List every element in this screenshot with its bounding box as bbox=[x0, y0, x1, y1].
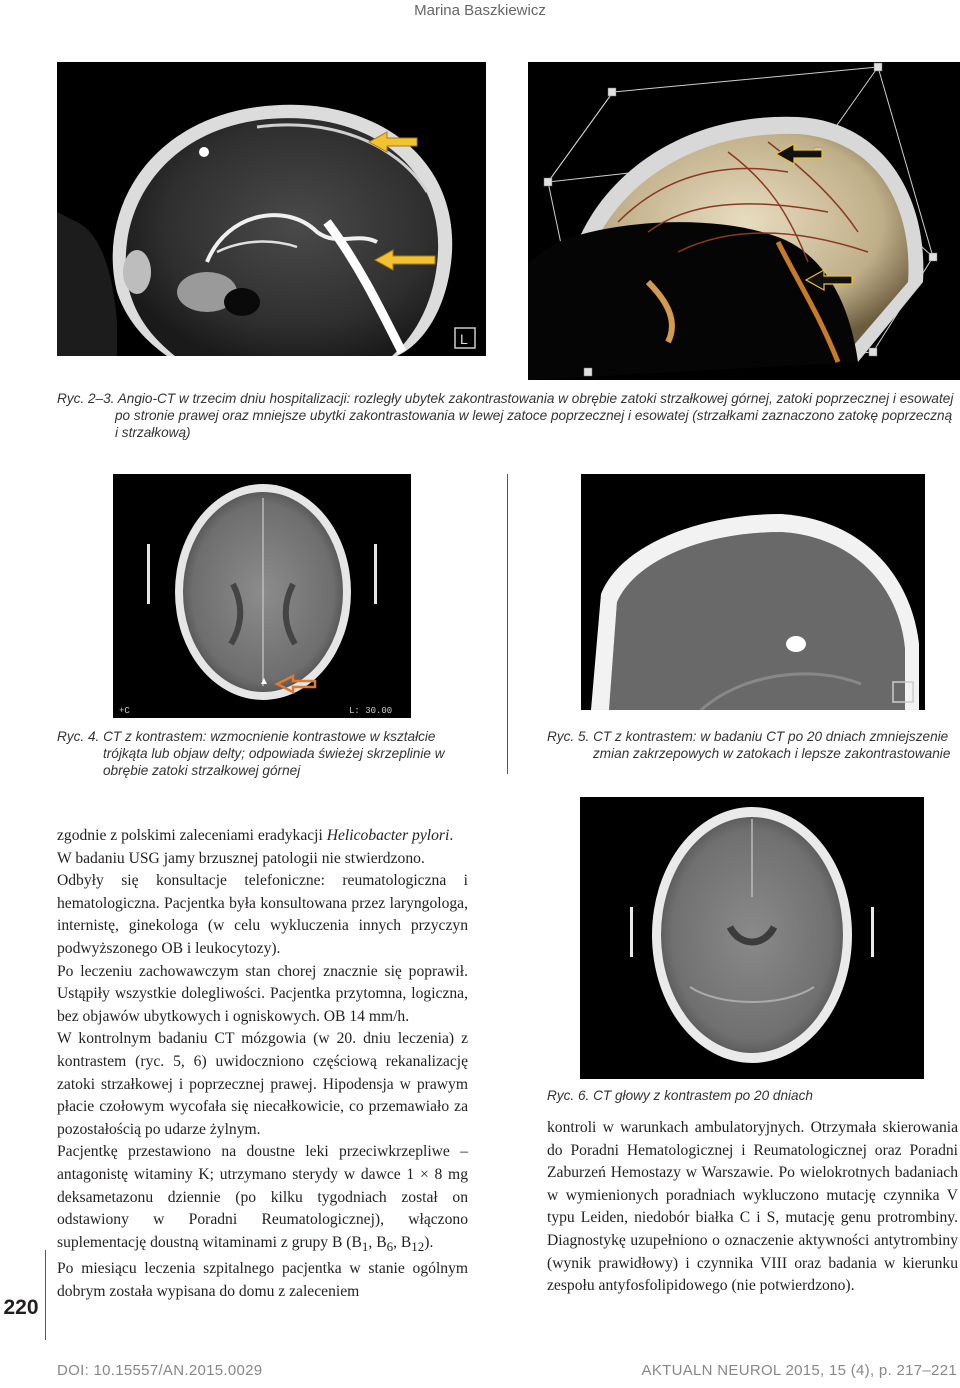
figure-6-label: Ryc. 6. bbox=[547, 1088, 590, 1103]
figure-5-coronal-ct bbox=[581, 474, 925, 710]
figure-6-caption bbox=[547, 1087, 957, 1104]
figure-4-label: Ryc. 4. bbox=[57, 729, 100, 744]
running-header-author: Marina Baszkiewicz bbox=[414, 2, 546, 19]
figure-divider-line bbox=[507, 474, 508, 774]
figure-3-3d-venography bbox=[528, 62, 960, 380]
figure-4-overlay-left: +C bbox=[119, 706, 130, 716]
paragraph: kontroli w warunkach ambulatoryjnych. Otrzymała skierowania do Poradni Hematologicznej i Reumatologicznej oraz Poradni Zaburzeń Hemostazy w Warszawie. Po wielokrotnych badaniach w wymienionych poradniach wykluczono mutację czynnika V typu Leiden, niedobór białka C i S, mutację genu protrombiny. Diagnostykę uzupełniono o oznaczenie aktywności antytrombiny (wynik prawidłowy) i czynnika VIII oraz badania w kierunku zespołu antyfosfolipidowego (nie potwierdzono). bbox=[547, 1119, 958, 1295]
paragraph: Pacjentkę przestawiono na doustne leki przeciwkrzepliwe – antagonistę witaminy K; utrzymano sterydy w dawce 1 × 8 mg deksametazonu dziennie (po kilku tygodniach został on odstawiony w Poradni Reumatologicznej), włączono suplementację doustną witaminami z grupy B ($B_1$, $B_6$, $B_{12}$). bbox=[57, 1143, 468, 1254]
figure-6-text: CT głowy z kontrastem po 20 dniach bbox=[593, 1088, 813, 1103]
left-column-text bbox=[57, 825, 468, 1304]
figure-2-corner-mark: L bbox=[460, 331, 468, 347]
figure-4-text: CT z kontrastem: wzmocnienie kontrastowe w kształcie trójkąta lub objaw delty; odpowiada świeżej skrzeplinie w obrębie zatoki strzałkowej górnej bbox=[103, 729, 445, 778]
footer-doi: DOI: 10.15557/AN.2015.0029 bbox=[57, 1362, 263, 1379]
figure-5-label: Ryc. 5. bbox=[547, 729, 590, 744]
figure-2-3-caption bbox=[57, 390, 957, 441]
page-number: 220 bbox=[3, 1296, 39, 1319]
paragraph: Po miesiącu leczenia szpitalnego pacjentka w stanie ogólnym dobrym została wypisana do domu z zaleceniem bbox=[57, 1260, 468, 1300]
figure-2-sagittal-angio-ct bbox=[57, 62, 486, 356]
figure-6-axial-ct bbox=[580, 797, 924, 1079]
figure-4-overlay-right: L: 30.00 bbox=[349, 706, 393, 716]
right-column-text bbox=[547, 1117, 958, 1298]
paragraph: Po leczeniu zachowawczym stan chorej znacznie się poprawił. Ustąpiły wszystkie dolegliwości. Pacjentka przytomna, logiczna, bez objawów ubytkowych i ogniskowych. OB 14 mm/h. bbox=[57, 962, 468, 1025]
figure-4-axial-ct bbox=[113, 474, 411, 718]
figure-2-3-label: Ryc. 2–3. bbox=[57, 391, 115, 406]
figure-4-caption bbox=[57, 728, 462, 779]
figure-5-text: CT z kontrastem: w badaniu CT po 20 dniach zmniejszenie zmian zakrzepowych w zatokach i lepsze zakontrastowanie bbox=[593, 729, 951, 761]
figure-2-3-text: Angio-CT w trzecim dniu hospitalizacji: rozległy ubytek zakontrastowania w obrębie zatoki strzałkowej górnej, zatoki poprzecznej i esowatej po stronie prawej oraz mniejsze ubytki zakontrastowania w lewej zatoce poprzecznej i esowatej (strzałkami zaznaczono zatokę poprzeczną i strzałkową) bbox=[115, 391, 954, 440]
page-number-rule bbox=[45, 1250, 46, 1340]
paragraph: zgodnie z polskimi zaleceniami eradykacji Helicobacter pylori. bbox=[57, 827, 454, 844]
italic-term: Helicobacter pylori bbox=[326, 827, 450, 844]
paragraph: W badaniu USG jamy brzusznej patologii nie stwierdzono. bbox=[57, 849, 425, 867]
paragraph: Odbyły się konsultacje telefoniczne: reumatologiczna i hematologiczna. Pacjentka była konsultowana przez laryngologa, internistę, ginekologa (w celu wykluczenia innych przyczyn podwyższonego OB i leukocytozy). bbox=[57, 872, 468, 957]
figure-5-caption bbox=[547, 728, 957, 762]
paragraph: W kontrolnym badaniu CT mózgowia (w 20. dniu leczenia) z kontrastem (ryc. 5, 6) uwidoczniono częściową rekanalizację zatoki strzałkowej i poprzecznej prawej. Hipodensja w prawym płacie czołowym wycofała się niecałkowicie, co przemawiało za pozostałością po udarze żylnym. bbox=[57, 1030, 468, 1138]
footer-journal-citation: AKTUALN NEUROL 2015, 15 (4), p. 217–221 bbox=[641, 1362, 957, 1379]
